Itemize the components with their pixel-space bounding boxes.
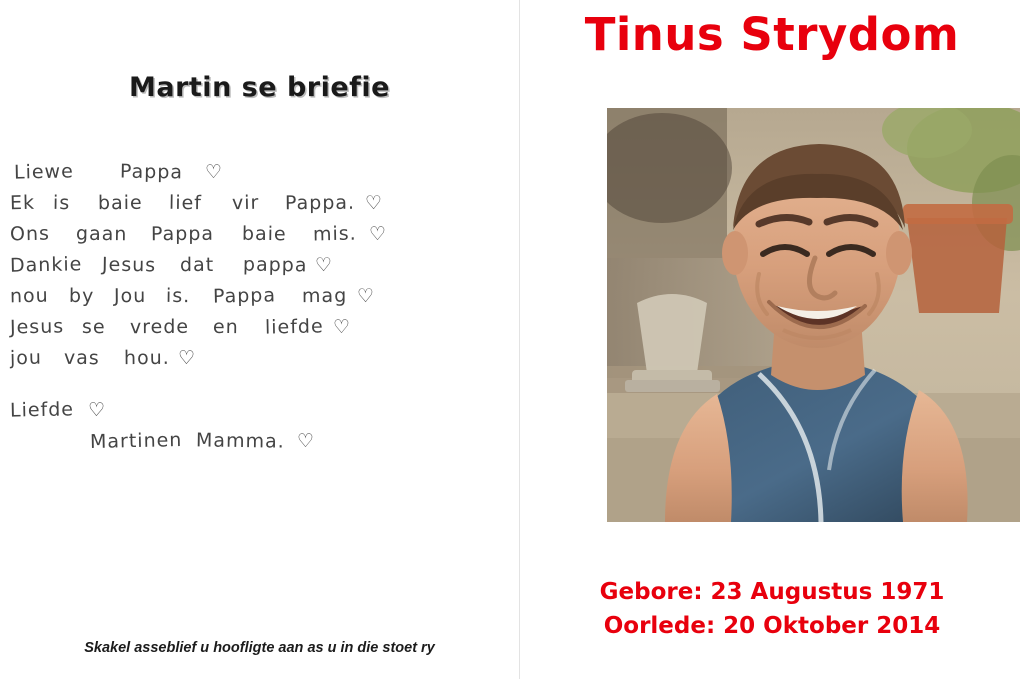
handwritten-letter <box>10 160 510 461</box>
letter-word: Jesus <box>9 315 65 339</box>
letter-word: pappa <box>242 253 308 277</box>
letter-word: Liefde <box>9 398 75 422</box>
letter-word: baie <box>98 191 143 215</box>
portrait-illustration <box>607 108 1020 522</box>
letter-line <box>10 315 510 346</box>
letter-word: Jou <box>113 284 147 308</box>
letter-line <box>10 160 510 191</box>
letter-word: hou. <box>123 346 170 370</box>
letter-word: vrede <box>129 315 189 339</box>
heart-icon: ♡ <box>177 346 196 370</box>
letter-word: baie <box>242 222 288 246</box>
heart-icon: ♡ <box>364 191 384 215</box>
death-date: Oorlede: 20 Oktober 2014 <box>603 613 941 639</box>
heart-icon: ♡ <box>314 253 334 277</box>
letter-signoff <box>10 399 510 430</box>
letter-word: jou <box>9 346 43 370</box>
letter-word: lief <box>168 191 202 215</box>
letter-word: Liewe <box>13 160 75 184</box>
letter-word: nou <box>9 284 49 308</box>
letter-word: Jesus <box>102 253 157 277</box>
life-dates <box>520 575 1024 643</box>
letter-word: mag <box>301 284 347 308</box>
heart-icon: ♡ <box>368 222 387 246</box>
heart-icon: ♡ <box>297 429 316 453</box>
letter-word: liefde <box>264 315 324 339</box>
letter-word: gaan <box>75 222 128 246</box>
heart-icon: ♡ <box>356 284 376 308</box>
deceased-name: Tinus Strydom <box>584 8 960 61</box>
letter-word: is <box>52 191 71 215</box>
letter-line <box>10 222 510 253</box>
headlights-notice: Skakel asseblief u hoofligte aan as u in die stoet ry <box>84 640 435 656</box>
letter-word: Ek <box>9 191 36 215</box>
right-panel <box>520 0 1024 679</box>
portrait-photo <box>607 108 1020 522</box>
heart-icon: ♡ <box>87 398 107 422</box>
letter-signature <box>10 430 510 461</box>
letter-word: Pappa. <box>285 191 356 215</box>
letter-word: vas <box>63 346 100 370</box>
letter-word: dat <box>180 253 215 277</box>
letter-word: Dankie <box>9 253 83 277</box>
letter-line <box>10 346 510 377</box>
letter-word: by <box>68 284 95 308</box>
letter-heading: Martin se briefie <box>129 72 390 103</box>
letter-word: mis. <box>312 222 357 246</box>
letter-word: Ons <box>9 222 51 246</box>
letter-word: Martinen <box>89 429 183 453</box>
letter-line <box>10 284 510 315</box>
letter-word: Mamma. <box>196 429 286 453</box>
letter-word: Pappa <box>119 160 183 184</box>
letter-word: Pappa <box>212 284 276 308</box>
letter-word: Pappa <box>151 222 215 246</box>
letter-word: is. <box>166 284 191 308</box>
birth-date: Gebore: 23 Augustus 1971 <box>599 579 945 605</box>
heart-icon: ♡ <box>333 315 352 339</box>
letter-word: en <box>212 315 239 339</box>
heart-icon: ♡ <box>204 160 223 184</box>
letter-line <box>10 191 510 222</box>
letter-word: vir <box>231 191 260 215</box>
letter-line <box>10 253 510 284</box>
letter-word: se <box>81 315 106 339</box>
